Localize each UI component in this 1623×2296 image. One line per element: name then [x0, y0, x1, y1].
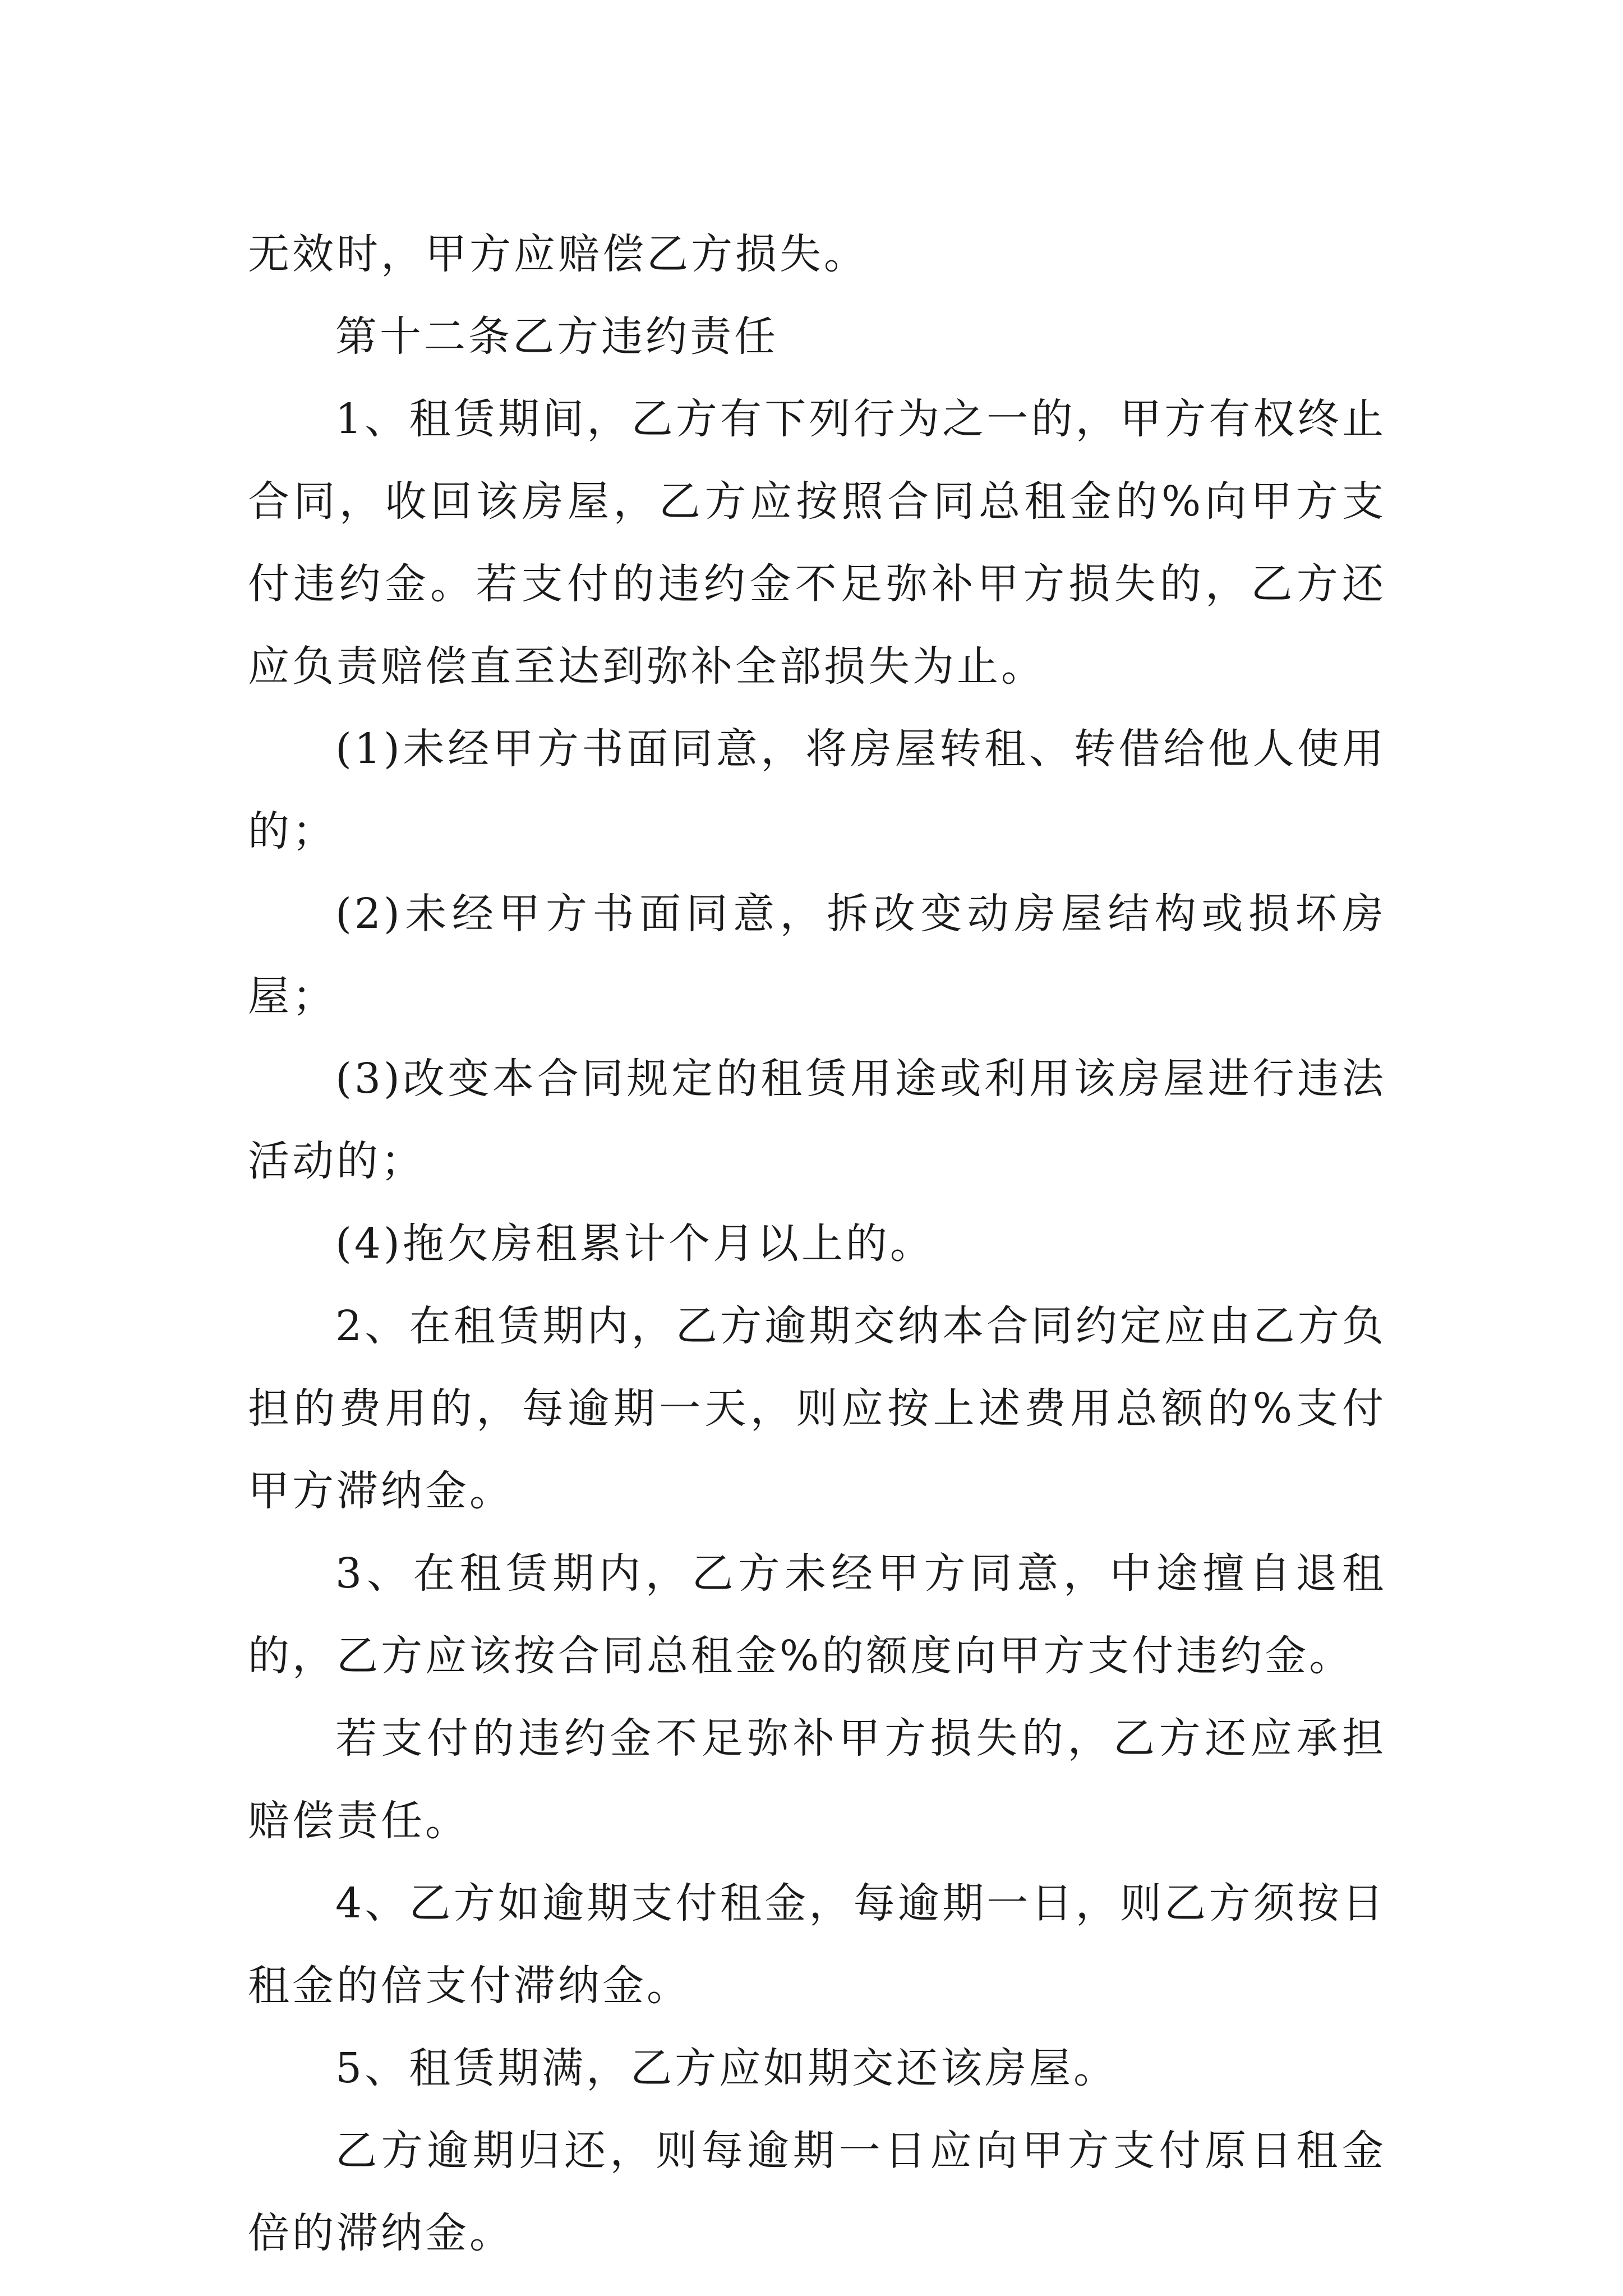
sub-clause-3: (3)改变本合同规定的租赁用途或利用该房屋进行违法活动的；: [248, 1055, 1386, 1185]
clause-4: 4、乙方如逾期支付租金，每逾期一日，则乙方须按日租金的倍支付滞纳金。: [248, 1879, 1386, 2010]
clause-3: 3、在租赁期内，乙方未经甲方同意，中途擅自退租的，乙方应该按合同总租金%的额度向甲方支付违约金。: [248, 1549, 1386, 1680]
paragraph-continuation: 无效时，甲方应赔偿乙方损失。: [248, 230, 868, 278]
sub-clause-2: (2)未经甲方书面同意，拆改变动房屋结构或损坏房屋；: [248, 890, 1386, 1020]
clause-5: 5、租赁期满，乙方应如期交还该房屋。: [335, 2044, 1118, 2092]
clause-2: 2、在租赁期内，乙方逾期交纳本合同约定应由乙方负担的费用的，每逾期一天，则应按上述费用总额的%支付甲方滞纳金。: [248, 1302, 1386, 1515]
document-body: [248, 213, 1386, 2275]
article-heading: 第十二条乙方违约责任: [335, 312, 778, 361]
clause-5-supplement: 乙方逾期归还，则每逾期一日应向甲方支付原日租金倍的滞纳金。: [248, 2127, 1386, 2257]
sub-clause-1: (1)未经甲方书面同意，将房屋转租、转借给他人使用的；: [248, 725, 1386, 855]
sub-clause-4: (4)拖欠房租累计个月以上的。: [335, 1220, 934, 1268]
clause-1: 1、租赁期间，乙方有下列行为之一的，甲方有权终止合同，收回该房屋，乙方应按照合同总租金的%向甲方支付违约金。若支付的违约金不足弥补甲方损失的，乙方还应负责赔偿直至达到弥补全部损失为止。: [248, 395, 1386, 691]
clause-3-supplement: 若支付的违约金不足弥补甲方损失的，乙方还应承担赔偿责任。: [248, 1714, 1386, 1845]
